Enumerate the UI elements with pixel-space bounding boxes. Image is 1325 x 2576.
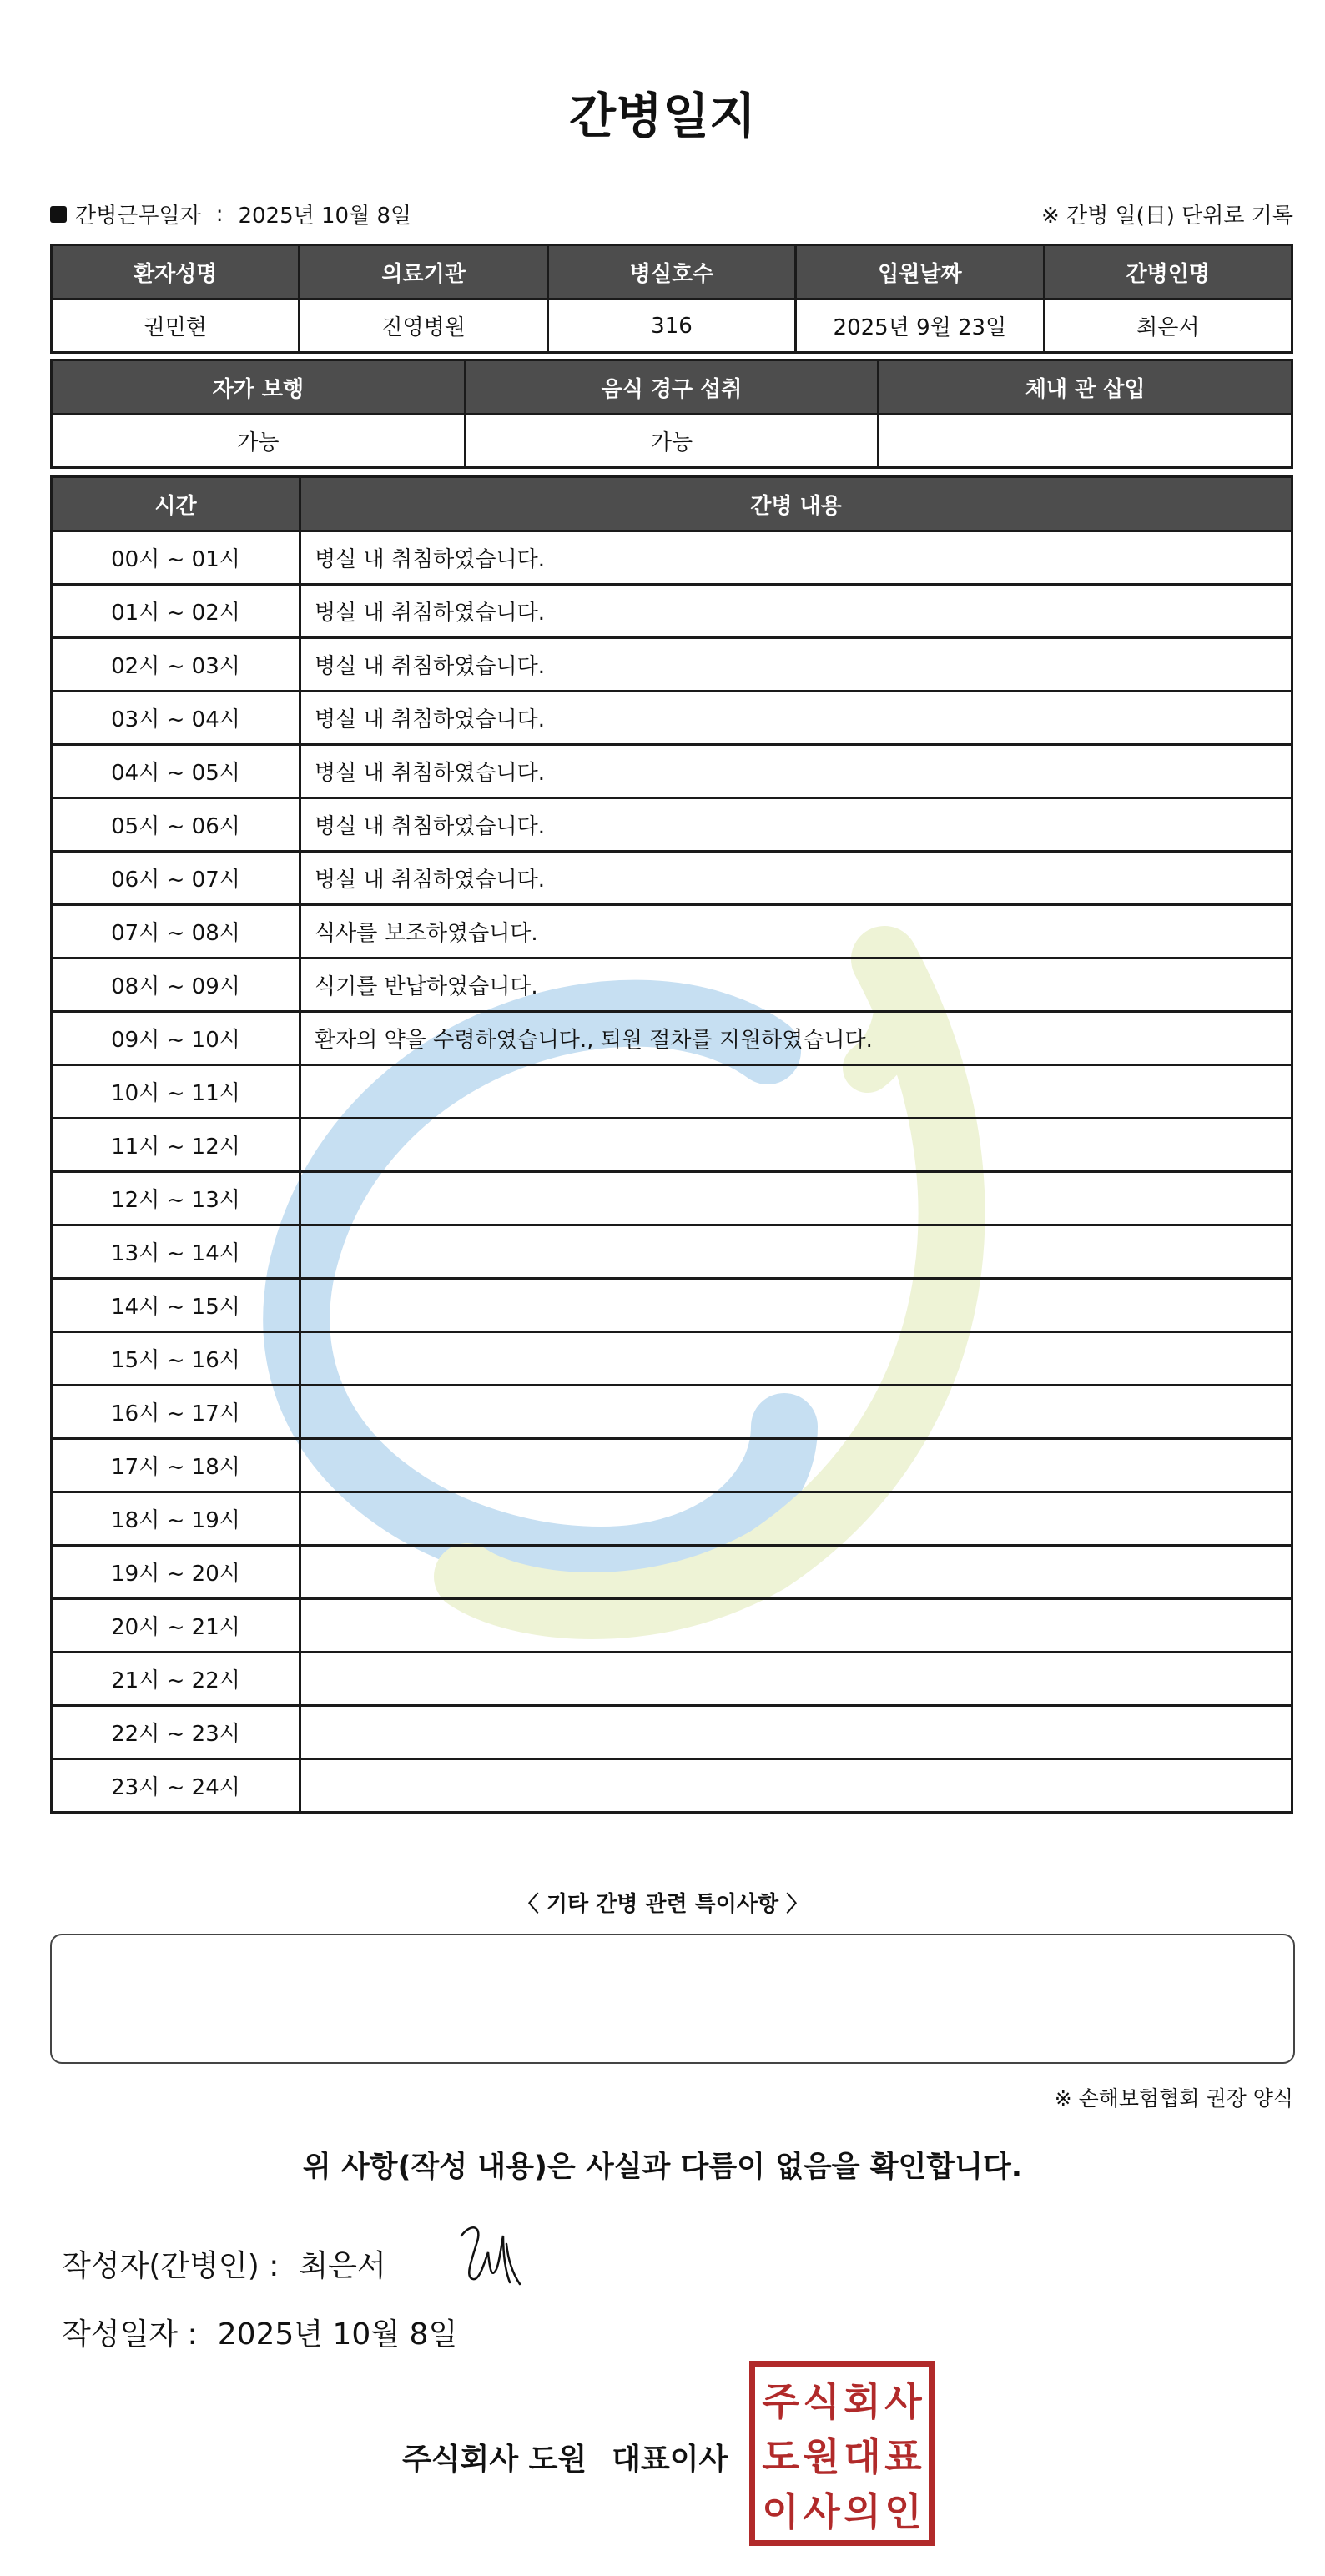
- care-content: [300, 1225, 1292, 1279]
- write-date-label: 작성일자 :: [62, 2317, 198, 2352]
- company-name: 주식회사 도원: [402, 2443, 587, 2477]
- header-room: 병실호수: [547, 245, 795, 299]
- seal-character: 도: [762, 2434, 799, 2479]
- table-row: [52, 958, 1292, 1012]
- table-row: [52, 1759, 1292, 1813]
- table-row: [52, 692, 1292, 745]
- seal-character: 대: [844, 2434, 881, 2479]
- company-seal-stamp: [749, 2361, 935, 2546]
- header-self-walking: 자가 보행: [52, 360, 466, 415]
- seal-character: 원: [803, 2434, 840, 2479]
- care-content: [300, 1759, 1292, 1813]
- time-slot: 20시 ~ 21시: [52, 1599, 300, 1653]
- company-line: [402, 2436, 728, 2478]
- care-content: 병실 내 취침하였습니다.: [300, 692, 1292, 745]
- care-content: [300, 1599, 1292, 1653]
- signature-image: [455, 2219, 530, 2287]
- time-slot: 07시 ~ 08시: [52, 905, 300, 958]
- company-representative: 대표이사: [612, 2443, 728, 2477]
- seal-character: 의: [844, 2489, 881, 2534]
- table-row: [52, 1225, 1292, 1279]
- hospital-name: 진영병원: [300, 299, 547, 353]
- table-row: [52, 745, 1292, 798]
- time-slot: 02시 ~ 03시: [52, 638, 300, 692]
- seal-character: 사: [884, 2379, 922, 2424]
- patient-name: 권민현: [52, 299, 300, 353]
- time-slot: 19시 ~ 20시: [52, 1546, 300, 1599]
- time-slot: 22시 ~ 23시: [52, 1706, 300, 1759]
- header-care-content: 간병 내용: [300, 477, 1292, 531]
- care-content: 식기를 반납하였습니다.: [300, 958, 1292, 1012]
- time-slot: 17시 ~ 18시: [52, 1439, 300, 1492]
- care-content: 병실 내 취침하였습니다.: [300, 531, 1292, 585]
- table-row: [52, 585, 1292, 638]
- table-row: [52, 852, 1292, 905]
- time-slot: 03시 ~ 04시: [52, 692, 300, 745]
- time-slot: 18시 ~ 19시: [52, 1492, 300, 1546]
- header-time: 시간: [52, 477, 300, 531]
- room-number: 316: [547, 299, 795, 353]
- care-content: [300, 1172, 1292, 1225]
- time-slot: 05시 ~ 06시: [52, 798, 300, 852]
- seal-character: 식: [803, 2379, 840, 2424]
- bullet-square-icon: [50, 206, 67, 223]
- time-slot: 12시 ~ 13시: [52, 1172, 300, 1225]
- seal-character: 사: [803, 2489, 840, 2534]
- time-slot: 08시 ~ 09시: [52, 958, 300, 1012]
- care-content: [300, 1653, 1292, 1706]
- care-content: 병실 내 취침하였습니다.: [300, 852, 1292, 905]
- care-content: [300, 1332, 1292, 1386]
- time-slot: 10시 ~ 11시: [52, 1065, 300, 1119]
- writer-line: [62, 2242, 386, 2285]
- time-slot: 13시 ~ 14시: [52, 1225, 300, 1279]
- seal-character: 주: [762, 2379, 799, 2424]
- care-content: 병실 내 취침하였습니다.: [300, 585, 1292, 638]
- care-content: [300, 1439, 1292, 1492]
- table-row: [52, 638, 1292, 692]
- care-content: [300, 1119, 1292, 1172]
- care-content: [300, 1492, 1292, 1546]
- work-date-label: 간병근무일자: [75, 204, 201, 229]
- care-log-table: [50, 475, 1293, 1814]
- care-content: [300, 1279, 1292, 1332]
- special-notes-box: [50, 1934, 1295, 2064]
- time-slot: 01시 ~ 02시: [52, 585, 300, 638]
- work-date-value: 2025년 10월 8일: [238, 204, 412, 229]
- admission-date: 2025년 9월 23일: [796, 299, 1044, 353]
- patient-info-table: [50, 244, 1293, 354]
- table-row: [52, 531, 1292, 585]
- table-row: [52, 1492, 1292, 1546]
- table-row: [52, 798, 1292, 852]
- time-slot: 15시 ~ 16시: [52, 1332, 300, 1386]
- patient-status-table: [50, 359, 1293, 469]
- header-hospital: 의료기관: [300, 245, 547, 299]
- table-row: [52, 1332, 1292, 1386]
- care-content: [300, 1546, 1292, 1599]
- table-row: [52, 1439, 1292, 1492]
- header-patient-name: 환자성명: [52, 245, 300, 299]
- seal-character: 표: [884, 2434, 922, 2479]
- seal-character: 회: [844, 2379, 881, 2424]
- care-content: [300, 1065, 1292, 1119]
- page-title: 간병일지: [568, 88, 757, 144]
- header-caregiver: 간병인명: [1044, 245, 1292, 299]
- association-note: ※ 손해보험협회 권장 양식: [1054, 2086, 1293, 2111]
- table-row: [52, 1119, 1292, 1172]
- table-row: [52, 1706, 1292, 1759]
- seal-character: 이: [762, 2489, 799, 2534]
- table-row: [52, 905, 1292, 958]
- time-slot: 21시 ~ 22시: [52, 1653, 300, 1706]
- tube-insertion-value: [879, 415, 1292, 468]
- special-notes-title: 〈 기타 간병 관련 특이사항 〉: [516, 1892, 809, 1917]
- time-slot: 11시 ~ 12시: [52, 1119, 300, 1172]
- care-content: [300, 1706, 1292, 1759]
- care-content: 환자의 약을 수령하였습니다., 퇴원 절차를 지원하였습니다.: [300, 1012, 1292, 1065]
- table-row: [52, 1653, 1292, 1706]
- oral-intake-value: 가능: [465, 415, 879, 468]
- time-slot: 09시 ~ 10시: [52, 1012, 300, 1065]
- time-slot: 16시 ~ 17시: [52, 1386, 300, 1439]
- write-date-line: [62, 2311, 457, 2353]
- care-content: [300, 1386, 1292, 1439]
- table-row: [52, 1386, 1292, 1439]
- care-content: 병실 내 취침하였습니다.: [300, 745, 1292, 798]
- care-content: 식사를 보조하였습니다.: [300, 905, 1292, 958]
- care-content: 병실 내 취침하였습니다.: [300, 798, 1292, 852]
- table-row: [52, 1279, 1292, 1332]
- self-walking-value: 가능: [52, 415, 466, 468]
- table-row: [52, 1172, 1292, 1225]
- seal-character: 인: [884, 2489, 922, 2534]
- table-row: [52, 1012, 1292, 1065]
- writer-name: 최은서: [299, 2249, 386, 2283]
- time-slot: 14시 ~ 15시: [52, 1279, 300, 1332]
- table-row: [52, 1599, 1292, 1653]
- header-admission-date: 입원날짜: [796, 245, 1044, 299]
- table-row: [52, 1546, 1292, 1599]
- time-slot: 06시 ~ 07시: [52, 852, 300, 905]
- table-row: [52, 1065, 1292, 1119]
- write-date-value: 2025년 10월 8일: [217, 2317, 458, 2352]
- time-slot: 00시 ~ 01시: [52, 531, 300, 585]
- caregiver-name: 최은서: [1044, 299, 1292, 353]
- time-slot: 04시 ~ 05시: [52, 745, 300, 798]
- header-tube-insertion: 체내 관 삽입: [879, 360, 1292, 415]
- header-oral-intake: 음식 경구 섭취: [465, 360, 879, 415]
- confirmation-statement: 위 사항(작성 내용)은 사실과 다름이 없음을 확인합니다.: [302, 2151, 1023, 2184]
- writer-label: 작성자(간병인) :: [62, 2249, 280, 2283]
- time-slot: 23시 ~ 24시: [52, 1759, 300, 1813]
- unit-note: ※ 간병 일(日) 단위로 기록: [1040, 204, 1293, 229]
- work-date-separator: :: [215, 201, 224, 227]
- care-content: 병실 내 취침하였습니다.: [300, 638, 1292, 692]
- work-date-line: [50, 199, 411, 229]
